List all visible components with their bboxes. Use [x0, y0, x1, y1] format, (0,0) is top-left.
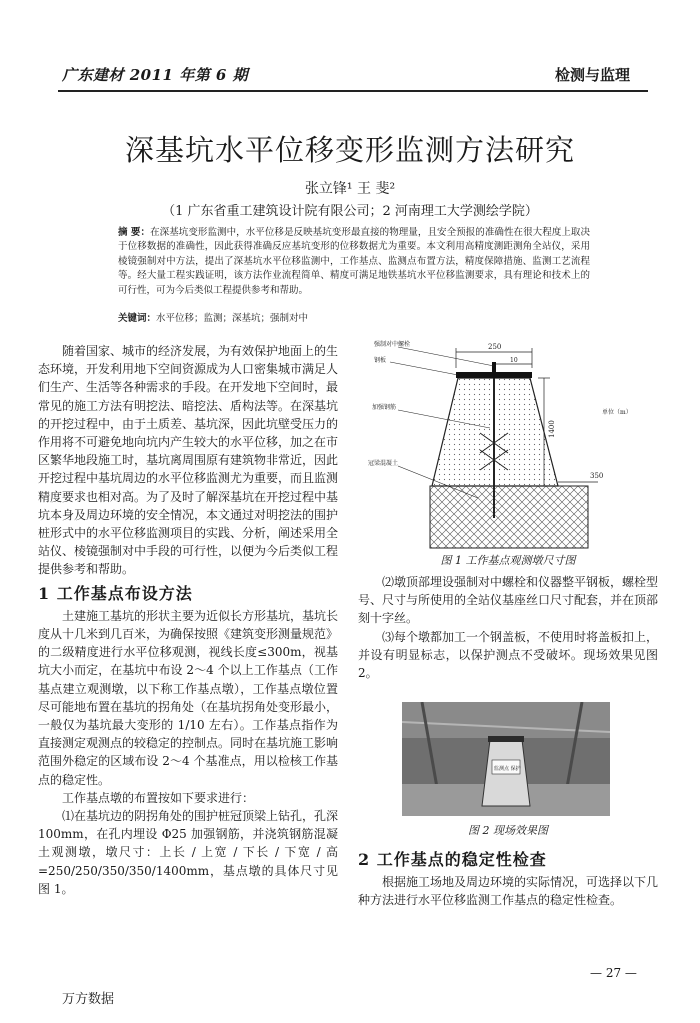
figure1-caption: 图 1 工作基点观测墩尺寸图: [440, 554, 576, 567]
section1-paragraph: ⑴在基坑边的阴拐角处的围护桩冠顶梁上钻孔，孔深 100mm，在孔内埋设 Φ25 加强钢筋，并浇筑钢筋混凝土观测墩，墩尺寸：上长 / 上宽 / 下长 / 下宽 / 高=250/250/350/350/1400mm，基点墩的具体尺寸见图 1。: [38, 809, 339, 896]
section1-paragraph: 工作基点墩的布置按如下要求进行：: [62, 790, 255, 805]
top-steel-plate: [456, 372, 532, 378]
dim-inner-10: 10: [510, 357, 518, 364]
journal-header: 广东建材 2011 年第 6 期: [62, 66, 249, 84]
crown-beam-block: [430, 486, 588, 548]
wanfang-watermark: 万方数据: [62, 992, 115, 1007]
affiliations: （1 广东省重工建筑设计院有限公司；2 河南理工大学测绘学院）: [162, 204, 538, 219]
unit-label: 单位（m）: [602, 409, 632, 416]
sign-text: 监测点 保护: [494, 766, 521, 772]
dim-height-1400: 1400: [548, 420, 556, 438]
right-paragraph: ⑶每个墩都加工一个钢盖板，不使用时将盖板扣上，并设有明显标志，以保护测点不受破坏。现场效果见图 2。: [358, 629, 659, 681]
section1-paragraph: 土建施工基坑的形状主要为近似长方形基坑，基坑长度从十几米到几百米，为确保按照《建筑变形测量规范》的二级精度进行水平位移观测，视线长度≤300m，视基坑大小而定，在基坑中布设 2～4 个以上工作基点（工作基点建立观测墩，以下称工作基点墩），工作基点墩位置尽可能地布置在基坑的拐角处（在基坑拐角处变形最小，一般仅为基坑最大变形的 1/10 左右）。工作基点指作为直接测定观测点的较稳定的控制点。同时在基坑施工影响范围外稳定的区域布设 2～4 个基准点，用以检核工作基点的稳定性。: [38, 608, 339, 787]
abstract-text: 在深基坑变形监测中，水平位移是反映基坑变形最直接的物理量，且安全预报的准确性在很大程度上取决于位移数据的准确性，因此获得准确反应基坑变形的位移数据尤为重要。本文利用高精度测距测角全站仪，采用棱镜强制对中方法，提出了深基坑水平位移监测中，工作基点、监测点布置方法，精度保障措施、监测工艺流程等。经大量工程实践证明，该方法作业流程简单、精度可满足地铁基坑水平位移监测要求，具有理论和技术上的可行性，可为今后类似工程提供参考和帮助。: [118, 227, 590, 296]
label-rebar: 加强钢筋: [372, 404, 397, 411]
section1-heading: 1 工作基点布设方法: [38, 583, 193, 603]
figure2-caption: 图 2 现场效果图: [468, 824, 548, 837]
keywords-text: 水平位移；监测；深基坑；强制对中: [156, 313, 309, 324]
right-paragraph: ⑵墩顶部埋设强制对中螺栓和仪器整平钢板，螺栓型号、尺寸与所使用的全站仪基座丝口尺寸配套，并在顶部刻十字丝。: [358, 575, 659, 626]
label-crown-beam: 冠梁混凝土: [368, 460, 399, 467]
section2-heading: 2 工作基点的稳定性检查: [358, 850, 547, 869]
paper-title: 深基坑水平位移变形监测方法研究: [124, 133, 575, 167]
abstract-label: 摘 要：: [118, 227, 151, 238]
section-header: 检测与监理: [555, 66, 631, 84]
page-number: — 27 —: [590, 966, 637, 980]
dim-bottom-350: 350: [590, 472, 604, 480]
right-column-top: [358, 573, 658, 682]
label-steel-plate: 钢板: [374, 357, 387, 364]
abstract: [118, 226, 590, 298]
keywords: [118, 310, 590, 324]
header-rule: [58, 90, 648, 92]
dim-top-250: 250: [488, 343, 502, 351]
forced-centering-bolt: [492, 362, 496, 372]
label-forced-centering: 强制对中螺栓: [374, 341, 411, 348]
figure1-pier-diagram: [358, 338, 658, 550]
left-column: [38, 342, 338, 898]
keywords-label: 关键词：: [118, 313, 157, 324]
intro-paragraph: 随着国家、城市的经济发展，为有效保护地面上的生态环境，开发利用地下空间资源成为人口密集城市满足人们生产、生活等各种需求的手段。在开发地下空间时，最常见的施工方法有明挖法、暗挖法、盾构法等。在深基坑的开挖过程中，由于土质差、基坑深，因此坑壁受压力的作用将不可避免地向坑内产生较大的水平位移，加之在市区繁华地段施工时，基坑离周围原有建筑物非常近，因此开挖过程中基坑周边的水平位移监测尤为重要，而且监测精度要求也相对高。为了及时了解深基坑在开挖过程中基坑本身及周边环境的安全情况，本文通过对明挖法的围护桩形式中的水平位移监测项目的实践、分析，阐述采用全站仪、棱镜强制对中手段的可行性，以便为今后类似工程提供参考和帮助。: [38, 344, 339, 577]
section2-paragraph: 根据施工场地及周边环境的实际情况，可选择以下几种方法进行水平位移监测工作基点的稳定性检查。: [358, 875, 659, 908]
authors: 张立锋¹ 王 斐²: [304, 181, 396, 197]
right-column-bottom: [358, 845, 658, 910]
figure2-site-photo: [402, 702, 610, 816]
